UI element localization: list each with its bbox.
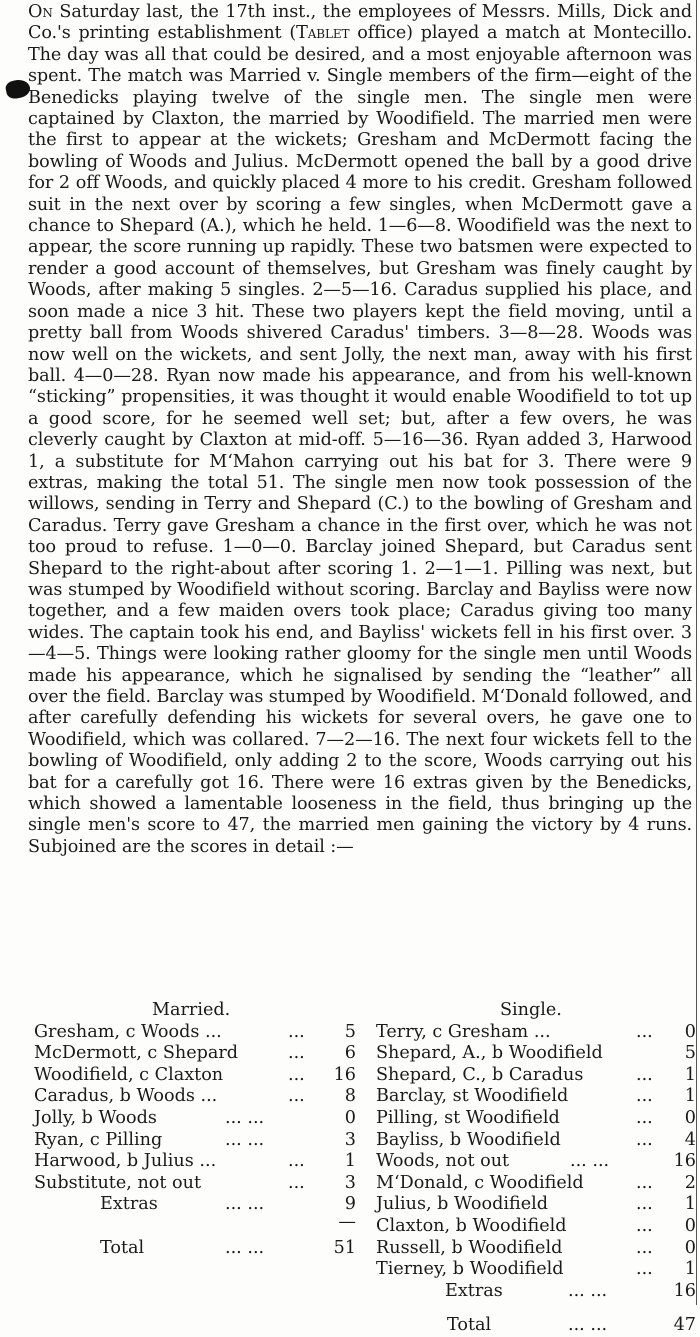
score-name: Claxton, b Woodifield: [376, 1216, 567, 1236]
score-name: Shepard, A., b Woodifield: [376, 1043, 603, 1064]
score-dots: ... ...: [570, 1151, 610, 1172]
score-name: Terry, c Gresham ...: [376, 1021, 551, 1042]
score-name: Substitute, not out: [34, 1172, 202, 1193]
score-dots: ...: [636, 1194, 653, 1215]
score-runs: 16: [333, 1064, 356, 1085]
score-dots: ...: [636, 1064, 653, 1085]
score-runs: 0: [684, 1237, 696, 1258]
score-dots: ...: [636, 1259, 653, 1280]
lead-word: On: [28, 2, 53, 22]
total-runs: 47: [673, 1315, 696, 1336]
score-dots: ...: [288, 1172, 305, 1193]
score-dots: ...: [288, 1151, 305, 1172]
extras-label: Extras: [100, 1194, 158, 1215]
score-dots: ...: [288, 1043, 305, 1064]
score-runs: 5: [684, 1043, 696, 1064]
score-dots: ... ...: [225, 1108, 265, 1128]
score-dots: ...: [636, 1021, 653, 1042]
total-rule: —: [338, 1212, 356, 1232]
score-name: Russell, b Woodifield: [376, 1237, 563, 1258]
score-name: Barclay, st Woodifield: [376, 1086, 569, 1107]
score-runs: 0: [344, 1108, 356, 1128]
score-name: Jolly, b Woods: [34, 1108, 157, 1128]
score-dots: ...: [636, 1172, 653, 1193]
report-paragraph: [28, 2, 692, 858]
match-report: [28, 2, 692, 858]
score-name: Gresham, c Woods ...: [34, 1021, 222, 1042]
score-name: Woods, not out: [376, 1151, 510, 1172]
total-dots: ... ...: [568, 1315, 608, 1336]
score-name: Bayliss, b Woodifield: [376, 1129, 561, 1150]
score-dots: ...: [288, 1064, 305, 1085]
score-dots: ...: [636, 1216, 653, 1236]
tablet-name: Tablet: [296, 23, 350, 44]
score-name: Ryan, c Pilling: [34, 1129, 163, 1150]
score-table: [0, 1000, 700, 1336]
score-runs: 8: [344, 1086, 356, 1107]
report-text-2: office) played a match at Montecillo. The day was all that could be desired, and a most enjoyable afternoon was spent. The match was Married v. Single members of the firm—eight of the Benedicks playing twelve of the single men. The single men were captained by Claxton, the married by Woodifield. The married men were the first to appear at the wickets; Gresham and McDermott facing the bowling of Woods and Julius. McDermott opened the ball by a good drive for 2 off Woods, and quickly placed 4 more to his credit. Gresham followed suit in the next over by scoring a few singles, when McDermott gave a chance to Shepard (A.), which he held. 1—6—8. Woodifield was the next to appear, the score running up rapidly. These two batsmen were expected to render a good account of themselves, but Gresham was finely caught by Woods, after making 5 singles. 2—5—16. Caradus supplied his place, and soon made a nice 3 hit. These two players kept the field moving, until a pretty ball from Woods shivered Caradus' timbers. 3—8—28. Woods was now well on the wickets, and sent Jolly, the next man, away with his first ball. 4—0—28. Ryan now made his appearance, and from his well-known “sticking” propensities, it was thought it would enable Woodifield to tot up a good score, for he seemed well set; but, after a few overs, he was cleverly caught by Claxton at mid-off. 5—16—36. Ryan added 3, Harwood 1, a substitute for M‘Mahon carrying out his bat for 3. There were 9 extras, making the total 51. The single men now took possession of the willows, sending in Terry and Shepard (C.) to the bowling of Gresham and Caradus. Terry gave Gresham a chance in the first over, which he was not too proud to refuse. 1—0—0. Barclay joined Shepard, but Caradus sent Shepard to the right-about after scoring 1. 2—1—1. Pilling was next, but was stumped by Woodifield without scoring. Barclay and Bayliss were now together, and a few maiden overs took place; Caradus giving too many wides. The captain took his end, and Bayliss' wickets fell in his first over. 3—4—5. Things were looking rather gloomy for the single men until Woods made his appearance, which he signalised by sending the “leather” all over the field. Barclay was stumped by Woodifield. M‘Donald followed, and after carefully defending his wickets for several overs, he gave one to Woodifield, which was collared. 7—2—16. The next four wickets fell to the bowling of Woodifield, only adding 2 to the score, Woods carrying out his bat for a carefully got 16. There were 16 extras given by the Benedicks, which showed a lamentable looseness in the field, thus bringing up the single men's score to 47, the married men gaining the victory by 4 runs. Subjoined are the scores in detail :—: [28, 23, 692, 857]
score-runs: 1: [684, 1064, 696, 1085]
extras-runs: 9: [344, 1194, 356, 1215]
total-label: Total: [447, 1315, 492, 1336]
score-name: Pilling, st Woodifield: [376, 1108, 560, 1128]
score-runs: 5: [344, 1021, 356, 1042]
score-runs: 1: [344, 1151, 356, 1172]
score-name: M‘Donald, c Woodifield: [376, 1172, 584, 1193]
score-dots: ...: [636, 1237, 653, 1258]
report-text-1: Saturday last, the 17th inst., the employees of Messrs. Mills, Dick and Co.'s printing establishment (: [28, 2, 692, 44]
score-runs: 1: [684, 1194, 696, 1215]
extras-label: Extras: [445, 1280, 503, 1301]
score-runs: 1: [684, 1086, 696, 1107]
score-runs: 4: [684, 1129, 696, 1150]
total-runs: 51: [333, 1237, 356, 1258]
extras-dots: ... ...: [225, 1194, 265, 1215]
score-runs: 1: [684, 1259, 696, 1280]
score-dots: ...: [288, 1086, 305, 1107]
score-runs: 6: [344, 1043, 356, 1064]
score-name: McDermott, c Shepard: [34, 1043, 239, 1064]
score-name: Harwood, b Julius ...: [34, 1151, 217, 1172]
extras-dots: ... ...: [568, 1280, 608, 1301]
score-runs: 2: [684, 1172, 696, 1193]
score-dots: ...: [636, 1108, 653, 1128]
extras-runs: 16: [673, 1280, 696, 1301]
score-name: Woodifield, c Claxton: [34, 1064, 224, 1085]
score-name: Julius, b Woodifield: [376, 1194, 549, 1215]
married-heading: Married.: [152, 1000, 231, 1020]
total-label: Total: [100, 1237, 145, 1258]
score-dots: ...: [288, 1021, 305, 1042]
total-dots: ... ...: [225, 1237, 265, 1258]
score-runs: 0: [684, 1021, 696, 1042]
score-runs: 16: [673, 1151, 696, 1172]
single-heading: Single.: [500, 1000, 562, 1020]
score-runs: 0: [684, 1108, 696, 1128]
score-dots: ...: [636, 1086, 653, 1107]
score-runs: 0: [684, 1216, 696, 1236]
score-name: Shepard, C., b Caradus: [376, 1064, 584, 1085]
score-runs: 3: [344, 1172, 356, 1193]
score-name: Caradus, b Woods ...: [34, 1086, 218, 1107]
score-dots: ... ...: [225, 1129, 265, 1150]
score-dots: ...: [636, 1129, 653, 1150]
score-runs: 3: [344, 1129, 356, 1150]
score-name: Tierney, b Woodifield: [376, 1259, 564, 1280]
